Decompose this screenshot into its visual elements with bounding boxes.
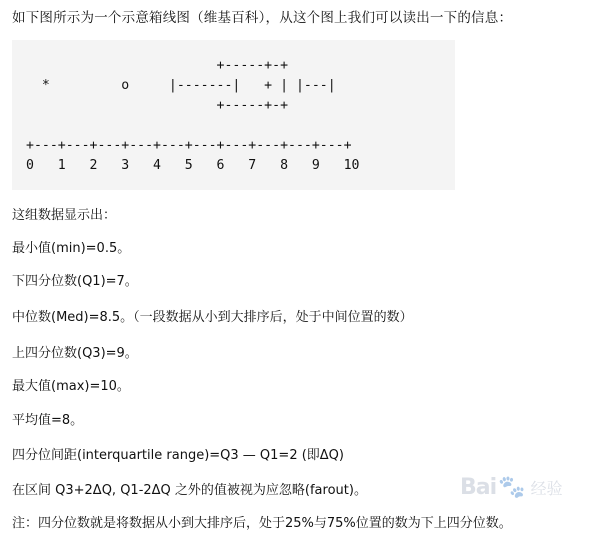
baidu-watermark (460, 475, 563, 500)
q3-line: 上四分位数(Q3)=9。 (12, 346, 138, 361)
intro-text: 如下图所示为一个示意箱线图（维基百科），从这个图上我们可以读出一下的信息： (12, 10, 513, 26)
mean-line: 平均值=8。 (12, 413, 84, 428)
farout-line: 在区间 Q3+2ΔQ, Q1-2ΔQ 之外的值被视为应忽略(farout)。 (12, 483, 367, 498)
note-line: 注：四分位数就是将数据从小到大排序后，处于25%与75%位置的数为下上四分位数。 (12, 516, 512, 531)
watermark-brand: Bai (460, 475, 497, 500)
watermark-suffix: 经验 (530, 479, 563, 498)
paw-icon: 🐾 (498, 475, 525, 500)
ascii-boxplot: +-----+-+ * o |-------| + | |---| +-----+-+ +---+---+---+---+---+---+---+---+---+---+ 0 1 2 3 4 5 6 7 8 9 10 (26, 58, 360, 173)
max-value-line: 最大值(max)=10。 (12, 379, 130, 394)
summary-heading: 这组数据显示出： (12, 208, 117, 223)
ascii-boxplot-figure (12, 40, 455, 190)
min-value-line: 最小值(min)=0.5。 (12, 241, 131, 256)
iqr-line: 四分位间距(interquartile range)=Q3 — Q1=2 (即ΔQ) (12, 448, 344, 463)
median-line: 中位数(Med)=8.5。（一段数据从小到大排序后，处于中间位置的数） (12, 310, 413, 325)
q1-line: 下四分位数(Q1)=7。 (12, 274, 138, 289)
